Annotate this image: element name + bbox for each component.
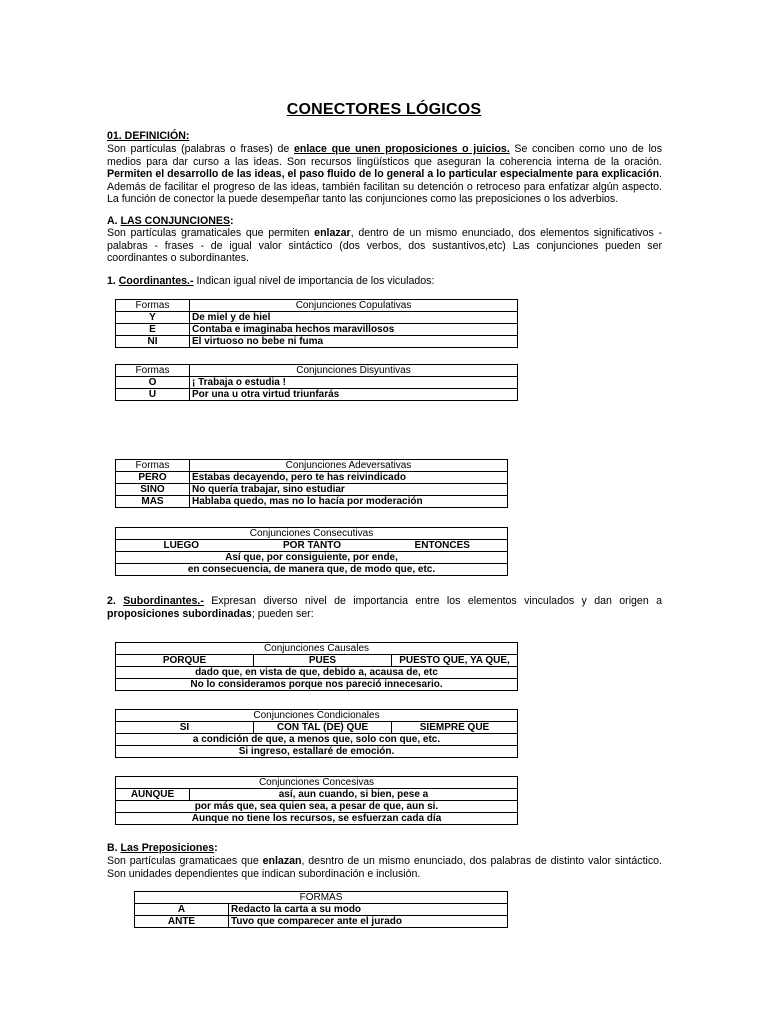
example-cell: No quería trabajar, sino estudiar	[190, 484, 508, 496]
table-row	[116, 679, 518, 691]
coordinantes-line	[107, 275, 662, 288]
prepositions-heading-suffix: :	[214, 842, 218, 854]
example-cell: Redacto la carta a su modo	[229, 904, 508, 916]
table-row	[116, 496, 508, 508]
example-cell: El virtuoso no bebe ni fuma	[190, 336, 518, 348]
table-header-title: Conjunciones Consecutivas	[116, 528, 508, 540]
example-cell: Estabas decayendo, pero te has reivindicado	[190, 472, 508, 484]
example-cell: Así que, por consiguiente, por ende,	[116, 552, 508, 564]
subordinantes-text: Expresan diverso nivel de importancia entre los elementos vinculados y dan origen a	[203, 595, 662, 607]
forma-cell: O	[116, 377, 190, 389]
table-header-row	[116, 777, 518, 789]
conjunctions-heading	[107, 215, 662, 228]
conjunctions-heading-main: LAS CONJUNCIONES	[120, 215, 231, 227]
example-cell: Por una u otra virtud triunfarás	[190, 389, 518, 401]
table-row	[116, 324, 518, 336]
causales-table	[115, 642, 518, 691]
subordinantes-num: 2.	[107, 595, 124, 607]
subordinantes-text-end: ; pueden ser:	[251, 607, 314, 620]
concesivas-table	[115, 776, 518, 825]
forma-cell: E	[116, 324, 190, 336]
table-row	[116, 667, 518, 679]
forma-cell: ANTE	[135, 916, 229, 928]
table-header-title: Conjunciones Concesivas	[116, 777, 518, 789]
table-row	[116, 377, 518, 389]
table-row	[116, 801, 518, 813]
table-header-title: Conjunciones Disyuntivas	[190, 365, 518, 377]
example-cell: Contaba e imaginaba hechos maravillosos	[190, 324, 518, 336]
definition-bold-1: enlace que unen proposiciones o juicios.	[293, 143, 510, 155]
table-row	[116, 722, 518, 734]
conjunctions-bold: enlazar	[314, 227, 351, 239]
table-header-formas: Formas	[116, 300, 190, 312]
table-header-title: FORMAS	[135, 892, 508, 904]
conjunctions-heading-suffix: :	[230, 215, 234, 227]
table-row	[116, 484, 508, 496]
example-cell: en consecuencia, de manera que, de modo que, etc.	[116, 564, 508, 576]
subordinantes-bold: proposiciones subordinadas	[107, 607, 252, 620]
forma-cell: PORQUE	[116, 655, 254, 667]
table-header-title: Conjunciones Copulativas	[190, 300, 518, 312]
table-row	[116, 813, 518, 825]
coordinantes-num: 1.	[107, 275, 119, 287]
example-cell: a condición de que, a menos que, solo con que, etc.	[116, 734, 518, 746]
example-cell: ¡ Trabaja o estudia !	[190, 377, 518, 389]
table-header-title: Conjunciones Adeversativas	[190, 460, 508, 472]
adversativas-table	[115, 459, 508, 508]
definition-text-1: Son partículas (palabras o frases) de	[107, 143, 294, 155]
forma-cell: PUES	[254, 655, 392, 667]
subordinantes-label: Subordinantes.-	[123, 595, 204, 607]
prepositions-paragraph	[107, 855, 662, 880]
example-cell: De miel y de hiel	[190, 312, 518, 324]
conjunctions-heading-prefix: A.	[107, 215, 121, 227]
forma-cell: PERO	[116, 472, 190, 484]
forma-cell: CON TAL (DE) QUE	[254, 722, 392, 734]
table-row	[116, 389, 518, 401]
table-header-row	[116, 528, 508, 540]
conjunctions-text-1: Son partículas gramaticales que permiten	[107, 227, 315, 239]
prepositions-text-1: Son partículas gramaticaes que	[107, 855, 263, 867]
preposiciones-table	[134, 891, 508, 928]
table-row	[116, 312, 518, 324]
example-cell: dado que, en vista de que, debido a, acausa de, etc	[116, 667, 518, 679]
table-row	[135, 916, 508, 928]
table-row	[116, 734, 518, 746]
disyuntivas-table	[115, 364, 518, 401]
definition-text-2: Se conciben como uno de los medios para dar curso a las ideas. Son recursos lingüísticos que aseguran la coherencia interna de la oración.	[107, 143, 662, 168]
example-cell: por más que, sea quien sea, a pesar de que, aun si.	[116, 801, 518, 813]
example-cell: Hablaba quedo, mas no lo hacía por moderación	[190, 496, 508, 508]
definition-heading-text: 01. DEFINICIÓN:	[107, 130, 190, 142]
example-cell: Aunque no tiene los recursos, se esfuerzan cada día	[116, 813, 518, 825]
forma-cell: así, aun cuando, si bien, pese a	[190, 789, 518, 801]
prepositions-heading	[107, 842, 662, 855]
table-header-formas: Formas	[116, 365, 190, 377]
definition-heading	[107, 130, 662, 143]
table-row	[116, 655, 518, 667]
table-header-row	[116, 710, 518, 722]
copulativas-table	[115, 299, 518, 348]
conjunctions-paragraph	[107, 227, 662, 265]
coordinantes-text: Indican igual nivel de importancia de los viculados:	[193, 275, 435, 287]
forma-cell: SIEMPRE QUE	[392, 722, 518, 734]
table-row	[116, 540, 508, 552]
forma-cell: Y	[116, 312, 190, 324]
page-title: CONECTORES LÓGICOS	[286, 101, 482, 118]
forma-cell: U	[116, 389, 190, 401]
example-cell: Tuvo que comparecer ante el jurado	[229, 916, 508, 928]
table-row	[116, 564, 508, 576]
table-header-row	[116, 365, 518, 377]
table-row	[116, 552, 508, 564]
condicionales-table	[115, 709, 518, 758]
forma-cell: NI	[116, 336, 190, 348]
definition-bold-2: Permiten el desarrollo de las ideas, el paso fluido de lo general a lo particular especialmente para explicación	[107, 168, 660, 180]
table-header-row	[116, 300, 518, 312]
forma-cell: MAS	[116, 496, 190, 508]
table-row	[116, 746, 518, 758]
table-header-formas: Formas	[116, 460, 190, 472]
table-header-title: Conjunciones Condicionales	[116, 710, 518, 722]
table-row	[116, 336, 518, 348]
table-header-row	[116, 460, 508, 472]
forma-cell: LUEGO	[116, 540, 247, 552]
subordinantes-paragraph	[107, 595, 662, 620]
prepositions-text-2: , desntro de un mismo enunciado, dos palabras de distinto valor sintáctico. Son unidades dependientes que indican subordinación e inclusión.	[107, 855, 662, 880]
table-header-title: Conjunciones Causales	[116, 643, 518, 655]
definition-paragraph	[107, 143, 662, 206]
table-row	[116, 789, 518, 801]
prepositions-bold: enlazan	[262, 855, 302, 867]
consecutivas-table	[115, 527, 508, 576]
table-row	[116, 472, 508, 484]
coordinantes-label: Coordinantes.-	[118, 275, 194, 287]
forma-cell: ENTONCES	[378, 540, 508, 552]
definition-text-3: . Además de facilitar el progreso de las ideas, también facilitan su detención o retroceso para enfatizar algún aspecto. La función de conector la puede desempeñar tanto las conjunciones como las preposiciones o los adverbios.	[107, 168, 662, 205]
example-cell: Si ingreso, estallaré de emoción.	[116, 746, 518, 758]
prepositions-heading-main: Las Preposiciones	[120, 842, 215, 854]
table-header-row	[116, 643, 518, 655]
conjunctions-text-2: , dentro de un mismo enunciado, dos elementos significativos - palabras - frases - de igual valor sintáctico (dos verbos, dos sustantivos,etc) Las conjunciones pueden ser coordinantes o subordinantes.	[107, 227, 662, 264]
forma-cell: SINO	[116, 484, 190, 496]
table-header-row	[135, 892, 508, 904]
forma-cell: POR TANTO	[247, 540, 378, 552]
forma-cell: A	[135, 904, 229, 916]
forma-cell: SI	[116, 722, 254, 734]
table-row	[135, 904, 508, 916]
forma-cell: AUNQUE	[116, 789, 190, 801]
prepositions-heading-prefix: B.	[107, 842, 121, 854]
forma-cell: PUESTO QUE, YA QUE,	[392, 655, 518, 667]
example-cell: No lo consideramos porque nos pareció innecesario.	[116, 679, 518, 691]
